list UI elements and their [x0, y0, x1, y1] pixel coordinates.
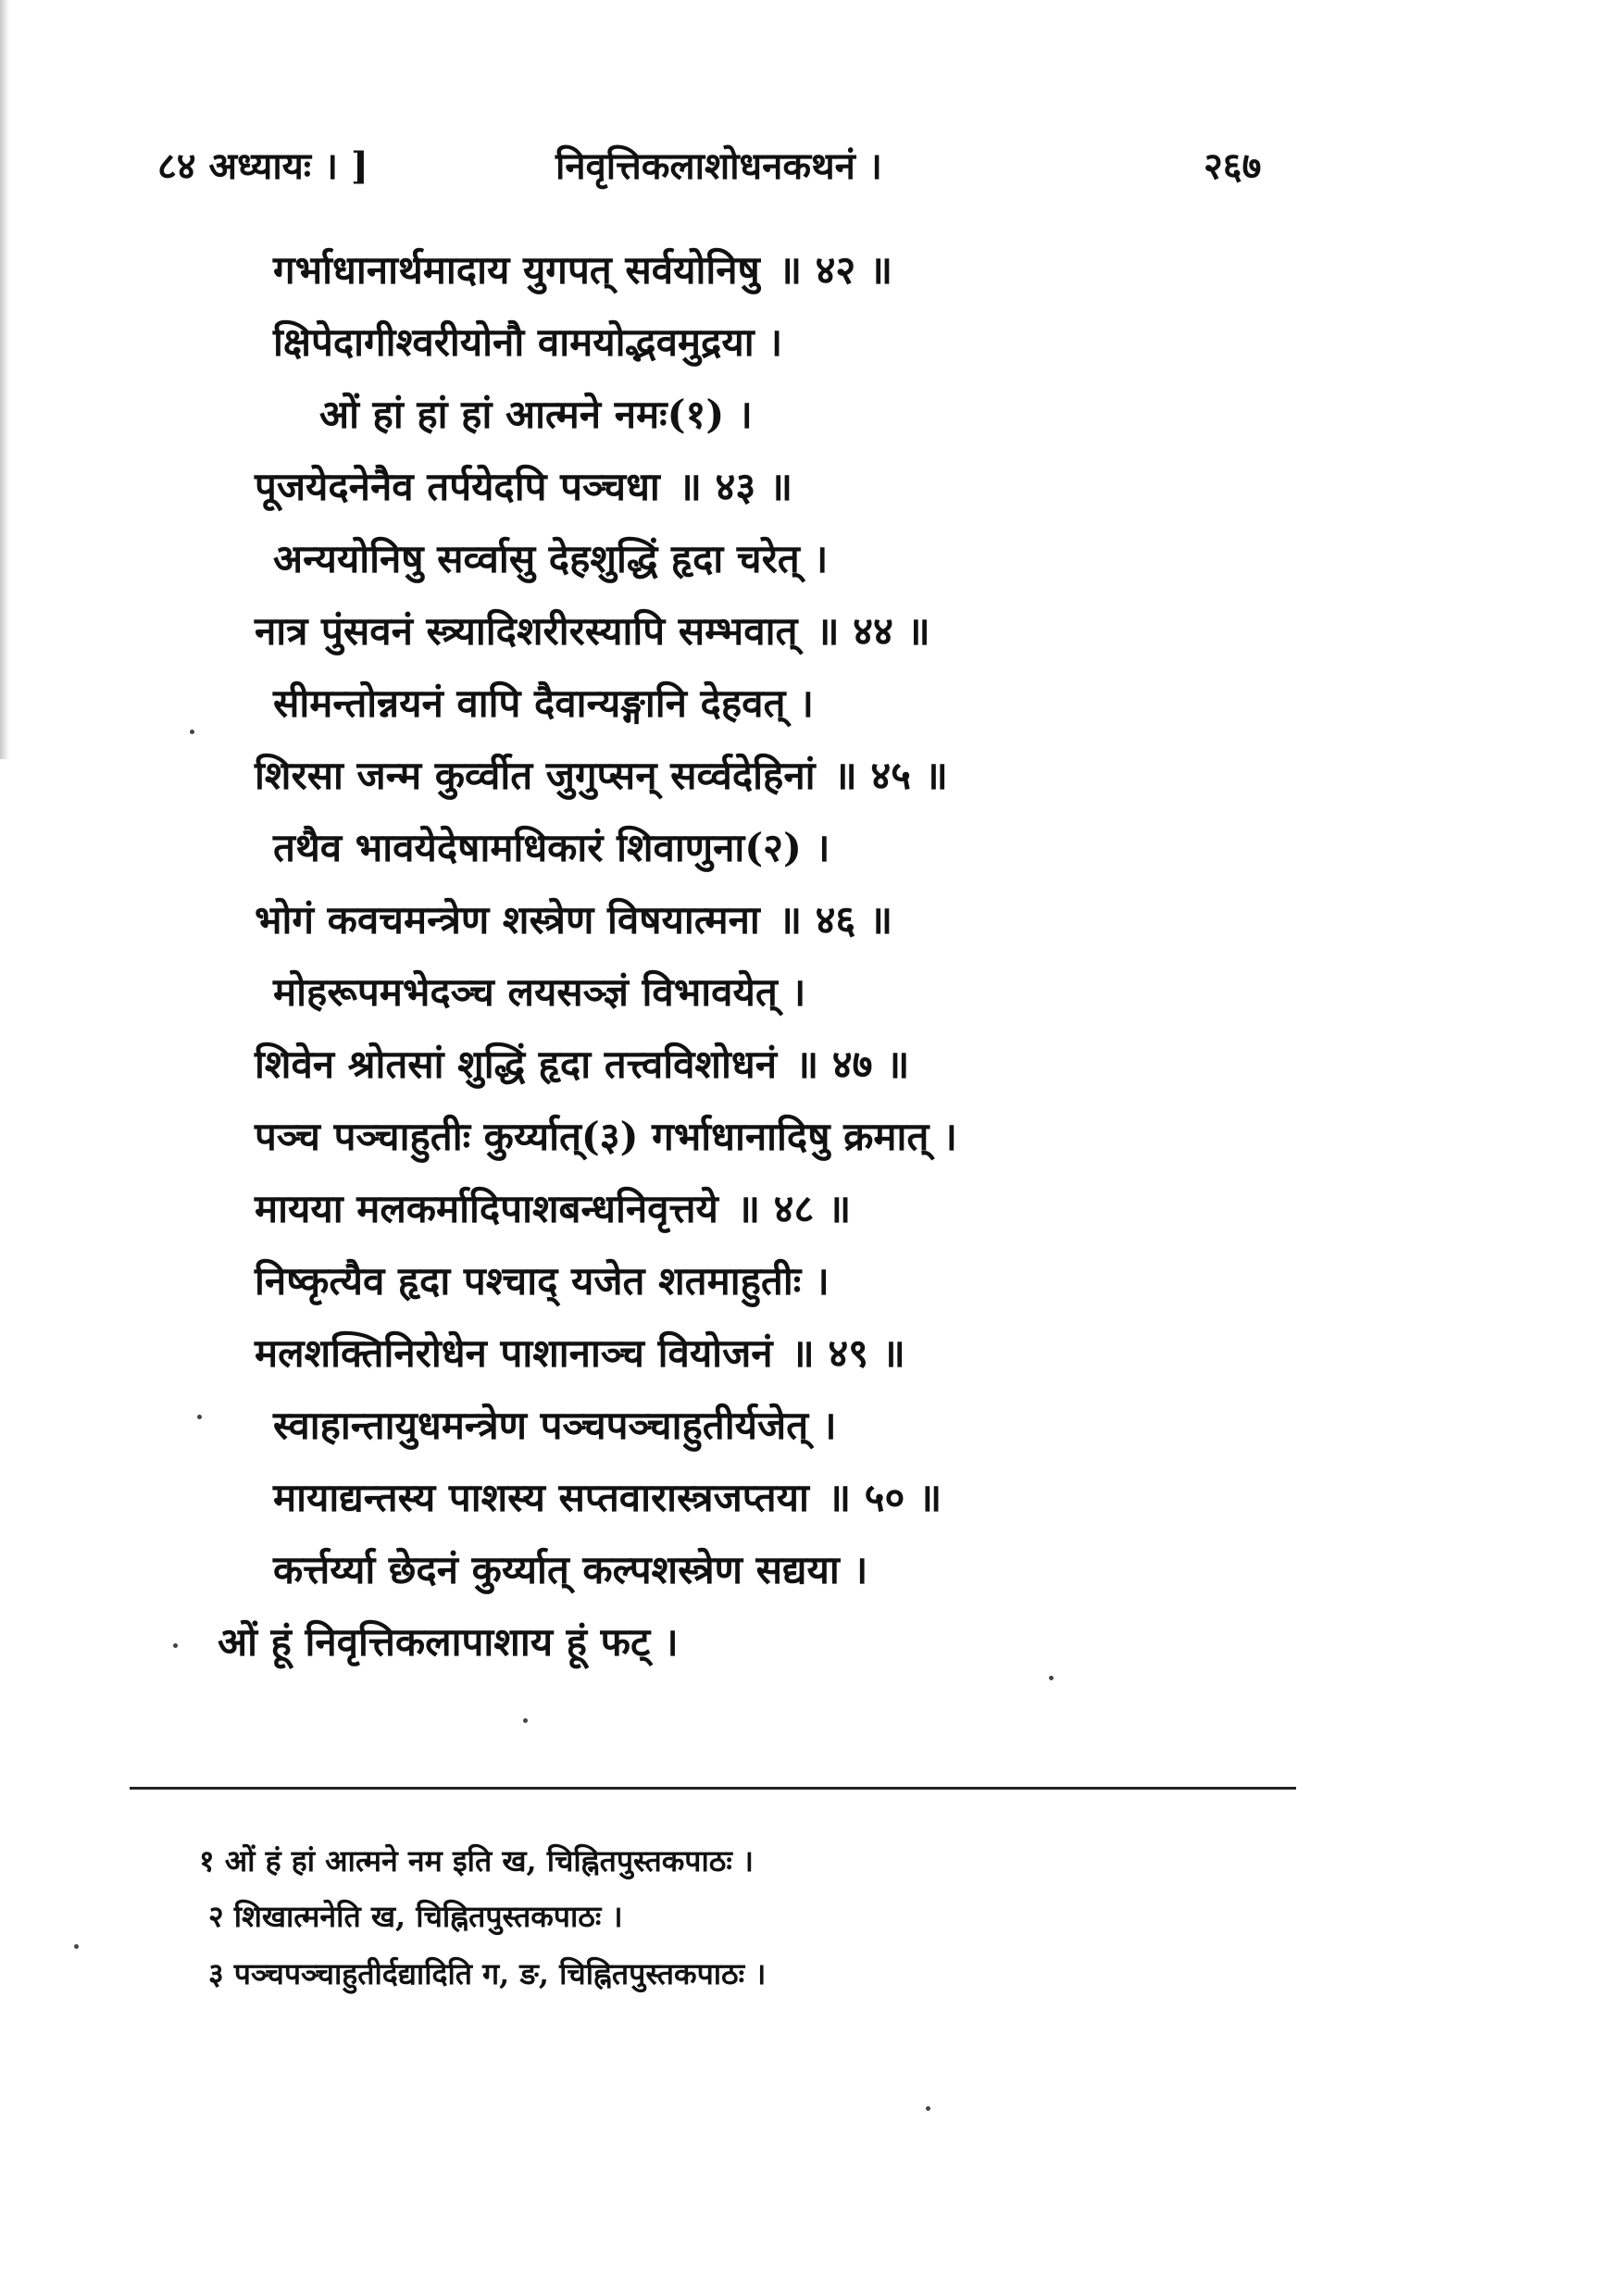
scan-speck — [173, 1643, 178, 1648]
verse-number: ॥ ४८ ॥ — [736, 1186, 852, 1231]
verse-number: ॥ ४७ ॥ — [795, 1042, 910, 1087]
footnote-3: ३ पञ्चपञ्चाहुतीर्दद्यादिति ग, ङ, चिह्नितपुस्तकपाठः । — [208, 1956, 767, 1991]
verse-line: शिरसा जन्म कुर्व्वीत जुगुप्सन् सर्व्वदेहिनां ॥ ४५ ॥ — [255, 753, 948, 798]
verse-line: मोहरूपमभेदञ्च लयसञ्ज्ञं विभावयेत् । — [273, 969, 806, 1015]
scan-speck — [523, 1718, 528, 1723]
verse-line: तथैव भावयेदेषामधिकारं शिवाणुना(२) । — [273, 825, 830, 870]
scan-speck — [197, 1415, 202, 1419]
verse-number: ॥ ४९ ॥ — [791, 1330, 905, 1376]
verse-line: अन्ययोनिषु सर्व्वासु देहशुद्धिं हृदा चरेत् । — [273, 536, 829, 581]
verse-number: ॥ ४३ ॥ — [678, 464, 793, 509]
section-title: निवृत्तिकलाशोधनकथनं । — [555, 144, 882, 188]
verse-line: गर्भाधानार्थमादाय युगपत् सर्वयोनिषु ॥ ४२ ॥ — [273, 247, 893, 293]
verse-line: शिवेन श्रोतसां शुद्धिं हृदा तत्त्वविशोधनं ॥ ४७ ॥ — [255, 1042, 910, 1087]
verse-number: ॥ ४४ ॥ — [816, 608, 930, 654]
chapter-label: ८४ अध्यायः । ] — [157, 144, 368, 188]
footnote-rule — [130, 1787, 1296, 1790]
verse-number: ॥ ४२ ॥ — [778, 247, 893, 293]
scan-speck — [190, 730, 194, 734]
verse-line: भोगं कवचमन्त्रेण शस्त्रेण विषयात्मना ॥ ४६ ॥ — [255, 897, 893, 942]
running-head — [0, 139, 1622, 194]
verse-line: मायया मलकर्मादिपाशबन्धनिवृत्तये ॥ ४८ ॥ — [255, 1186, 852, 1231]
verse-number: ॥ ४६ ॥ — [778, 897, 893, 942]
verse-line: नात्र पुंसवनं स्त्र्यादिशरीरस्यापि सम्भवात् ॥ ४४ ॥ — [255, 608, 930, 654]
verse-line: मायाद्यन्तस्य पाशस्य सप्तवारास्त्रजप्तया ॥ ५० ॥ — [273, 1475, 942, 1520]
verse-line: स्वाहान्तायुधमन्त्रेण पञ्चपञ्चाहुतीर्यजेत् । — [273, 1403, 837, 1448]
verse-line: कर्त्तर्य्या छेदनं कुर्य्यात् कल्पशस्त्रेण सद्यया । — [273, 1547, 868, 1592]
verse-line: पूजयेदनेनैव तर्पयेदपि पञ्चधा ॥ ४३ ॥ — [255, 464, 793, 509]
page-number: २६७ — [1204, 144, 1262, 188]
footnote-1: १ ओं हं हां आत्मने नम इति ख, चिह्नितपुस्तकपाठः । — [199, 1843, 755, 1878]
scan-speck — [74, 1944, 79, 1949]
verse-line: सीमन्तोन्नयनं वापि दैवान्यङ्गानि देहवत् । — [273, 680, 814, 726]
verse-line: क्षिपेदागीश्वरीयोनौ वामयोद्भवमुद्रया । — [273, 319, 783, 365]
verse-number: ॥ ५० ॥ — [827, 1475, 942, 1520]
verse-line: पञ्च पञ्चाहुतीः कुर्य्यात्(३) गर्भाधानादिषु क्रमात् । — [255, 1114, 957, 1159]
mantra-line: ओं हूं निवृत्तिकलापाशाय हूं फट् । — [218, 1619, 679, 1665]
scan-speck — [926, 2106, 930, 2111]
verse-number: ॥ ४५ ॥ — [833, 753, 948, 798]
footnote-2: २ शिखात्मनेति ख, चिह्नितपुस्तकपाठः । — [208, 1899, 623, 1934]
binding-edge-shadow — [0, 0, 9, 759]
verse-line: मलशक्तिनिरोधेन पाशानाञ्च वियोजनं ॥ ४९ ॥ — [255, 1330, 905, 1376]
scan-speck — [1049, 1676, 1054, 1680]
mantra-line: ओं हां हां हां आत्मने नमः(१) । — [319, 392, 753, 437]
verse-line: निष्कृत्यैव हृदा पश्चाद् यजेत शतमाहुतीः । — [255, 1258, 830, 1304]
